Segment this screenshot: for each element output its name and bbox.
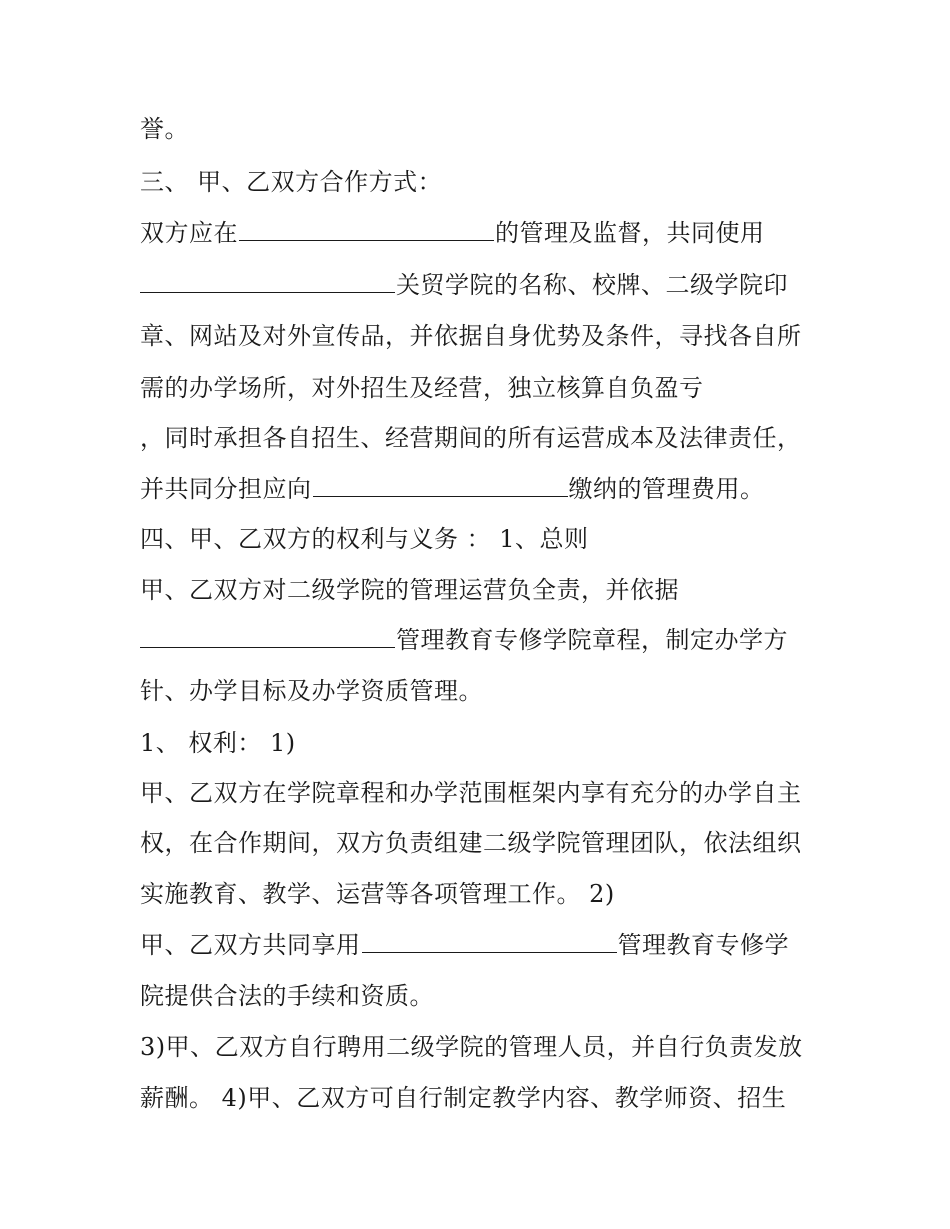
text-line: 3)甲、乙双方自行聘用二级学院的管理人员，并自行负责发放 — [140, 1033, 803, 1061]
section-heading-3: 三、 甲、乙双方合作方式： — [140, 168, 443, 196]
fill-in-blank — [239, 218, 494, 241]
text-line: 实施教育、教学、运营等各项管理工作。 2) — [140, 880, 615, 908]
text-line-with-blank — [140, 270, 840, 300]
line-text-after: 的管理及监督，共同使用 — [495, 219, 765, 247]
line-text-after: 管理教育专修学院章程，制定办学方 — [396, 626, 788, 654]
line-text-after: 关贸学院的名称、校牌、二级学院印 — [396, 271, 788, 299]
text-line-with-blank — [140, 930, 840, 960]
text-line: 针、办学目标及办学资质管理。 — [140, 677, 483, 705]
section-heading-4: 四、甲、乙双方的权利与义务 ： 1、总则 — [140, 525, 589, 553]
line-text-before: 并共同分担应向 — [140, 475, 312, 503]
text-line: 甲、乙双方在学院章程和办学范围框架内享有充分的办学自主 — [140, 779, 802, 807]
line-text-after: 管理教育专修学 — [617, 931, 789, 959]
line-text-after: 缴纳的管理费用。 — [568, 475, 765, 503]
line-text-before: 双方应在 — [140, 219, 238, 247]
text-line-with-blank — [140, 474, 840, 504]
text-line: 需的办学场所，对外招生及经营，独立核算自负盈亏 — [140, 374, 704, 402]
text-line: 薪酬。 4)甲、乙双方可自行制定教学内容、教学师资、招生 — [140, 1084, 787, 1112]
text-line-with-blank — [140, 218, 840, 248]
text-line: ，同时承担各自招生、经营期间的所有运营成本及法律责任， — [140, 424, 802, 452]
fill-in-blank — [313, 474, 568, 497]
text-line: 章、网站及对外宣传品，并依据自身优势及条件，寻找各自所 — [140, 322, 802, 350]
subsection-heading: 1、 权利： 1) — [140, 729, 296, 757]
fill-in-blank — [140, 270, 395, 293]
text-line: 权，在合作期间，双方负责组建二级学院管理团队，依法组织 — [140, 829, 802, 857]
text-line-with-blank — [140, 625, 840, 655]
line-text-before: 甲、乙双方共同享用 — [140, 931, 361, 959]
fill-in-blank — [362, 930, 617, 953]
fill-in-blank — [140, 625, 395, 648]
text-line: 甲、乙双方对二级学院的管理运营负全责，并依据 — [140, 576, 679, 604]
text-line: 院提供合法的手续和资质。 — [140, 982, 434, 1010]
text-line: 誉。 — [140, 115, 189, 143]
